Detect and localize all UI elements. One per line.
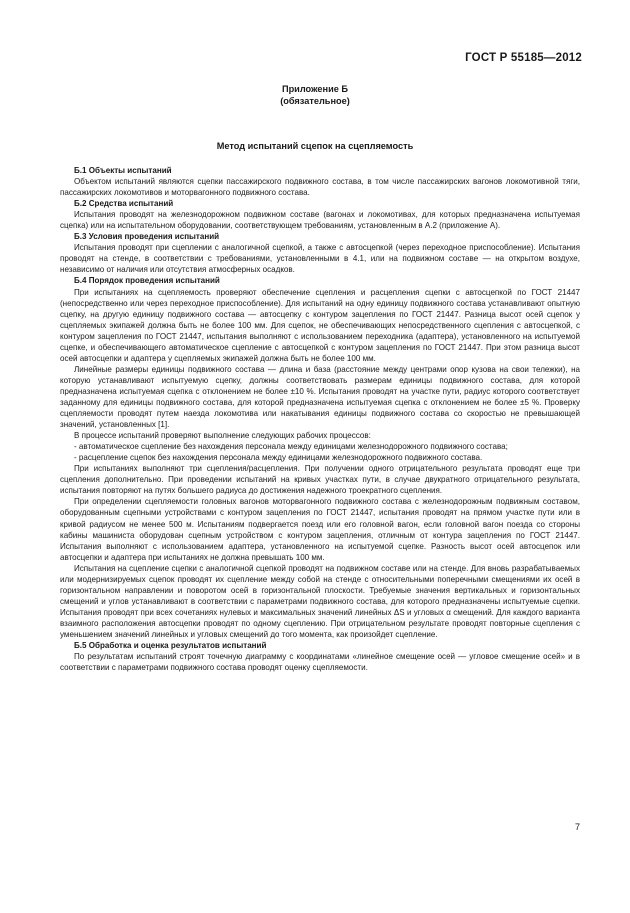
page-number: 7	[574, 822, 580, 832]
appendix-label: Приложение Б	[281, 84, 349, 94]
section-heading-b4: Б.4 Порядок проведения испытаний	[74, 276, 220, 286]
list-item: - расцепление сцепок без нахождения персонала между единицами железнодорожного подвижного состава.	[74, 453, 483, 463]
section-heading-b3: Б.3 Условия проведения испытаний	[74, 232, 220, 242]
paragraph: Линейные размеры единицы подвижного состава — длина и база (расстояние между центрами опор кузова на свои тележки), на которую устанавливают испытуемую сцепку, должны соответствовать размерам единицы подвижного состава, для которой предназначена испытуемая сцепка с отклонением не более ±10 %. Испытания проводят на участке пути, радиус которого соответствует заданному для единицы подвижного состава, для которой предназначена испытуемая сцепка с отклонением не более ±5 %. Проверку сцепляемости проводят путем наезда локомотива или накатывания единицы подвижного состава со скоростью не превышающей значений, установленных [1].	[60, 364, 580, 430]
paragraph: Объектом испытаний являются сцепки пассажирского подвижного состава, в том числе пассажирских вагонов локомотивной тяги, пассажирских локомотивов и моторвагонного подвижного состава.	[60, 177, 580, 198]
section-heading-b5: Б.5 Обработка и оценка результатов испытаний	[74, 641, 267, 651]
appendix-heading	[0, 83, 630, 107]
section-heading-b1: Б.1 Объекты испытаний	[74, 166, 172, 175]
paragraph: Испытания проводят на железнодорожном подвижном составе (вагонах и локомотивах, для которых предназначена испытуемая сцепка) или на испытательном оборудовании, соответствующем требованиям, установленным в А.2 (приложение А).	[60, 210, 580, 231]
appendix-status: (обязательное)	[280, 96, 350, 106]
paragraph: При испытаниях выполняют три сцепления/расцепления. При получении одного отрицательного результата проводят еще три сцепления дополнительно. При проведении испытаний на кривых участках пути, в случае двукратного отрицательного результата, испытания повторяют на путях большего радиуса до достижения надежного троекратного сцепления.	[60, 464, 580, 496]
document-code: ГОСТ Р 55185—2012	[465, 52, 582, 64]
paragraph: В процессе испытаний проверяют выполнение следующих рабочих процессов:	[74, 431, 371, 441]
section-heading-b2: Б.2 Средства испытаний	[74, 199, 174, 209]
paragraph: При испытаниях на сцепляемость проверяют обеспечение сцепления и расцепления сцепки с автосцепкой по ГОСТ 21447 (непосредственно или через переходное приспособление). Для испытаний на одну единицу подвижного состава устанавливают опытную сцепку, на другую единицу подвижного состава — автосцепку с контуром зацепления по ГОСТ 21447. Разница высот осей сцепок у сцепляемых экипажей должна быть не более 100 мм. Для сцепок, не обеспечивающих непосредственного сцепления с автосцепкой, с контуром зацепления по ГОСТ 21447, испытания выполняют с использованием переходника (адаптера), установленного на испытуемой сцепке, и обеспечивающего автоматическое сцепление с автосцепкой с контуром зацепления по ГОСТ 21447. При этом разница высот осей автосцепки и адаптера у сцепляемых экипажей должна быть не более 100 мм.	[60, 287, 580, 363]
paragraph: Испытания на сцепление сцепки с аналогичной сцепкой проводят на подвижном составе или на стенде. Для вновь разрабатываемых или модернизируемых сцепок проводят их сцепление между собой на стенде с относительными поперечными смещениями их осей в горизонтальном направлении и поворотом осей в горизонтальной плоскости. Требуемые значения вертикальных и горизонтальных смещений и углов устанавливают в соответствии с параметрами подвижного состава, для которого предназначены испытуемые сцепки. Испытания проводят при всех сочетаниях нулевых и максимальных значений линейных ΔS и угловых α смещений. Для каждого варианта взаимного расположения автосцепки проводят по одному сцеплению. При отрицательном результате проводят повторные сцепления с уменьшением значений линейных и угловых смещений до того момента, как произойдет сцепление.	[60, 563, 580, 639]
paragraph: Испытания проводят при сцеплении с аналогичной сцепкой, а также с автосцепкой (через переходное приспособление). Испытания проводят на стенде, в соответствии с требованиями, установленными в 4.1, или на подвижном составе — на открытом воздухе, независимо от наличия или отсутствия атмосферных осадков.	[60, 243, 580, 275]
list-item: - автоматическое сцепление без нахождения персонала между единицами железнодорожного подвижного состава;	[74, 442, 508, 452]
document-body	[60, 165, 580, 673]
appendix-title: Метод испытаний сцепок на сцепляемость	[216, 141, 414, 151]
paragraph: При определении сцепляемости головных вагонов моторвагонного подвижного состава с железнодорожным подвижным составом, оборудованным сцепными устройствами с контуром зацепления по ГОСТ 21447, испытания проводят на прямом участке пути или в кривой радиусом не менее 500 м. Испытаниям подвергается поезд или его головной вагон, если головной вагон поезда со стороны кабины машиниста оборудован сцепным устройством с контуром зацепления, отличным от контура зацепления по ГОСТ 21447. Испытания выполняют с использованием адаптера, установленного на испытуемой сцепке. Разность высот осей автосцепок или автосцепки и адаптера при испытаниях не должна превышать 100 мм.	[60, 497, 580, 562]
paragraph: По результатам испытаний строят точечную диаграмму с координатами «линейное смещение осей — угловое смещение осей» и в соответствии с параметрами подвижного состава проводят оценку сцепляемости.	[60, 652, 580, 673]
